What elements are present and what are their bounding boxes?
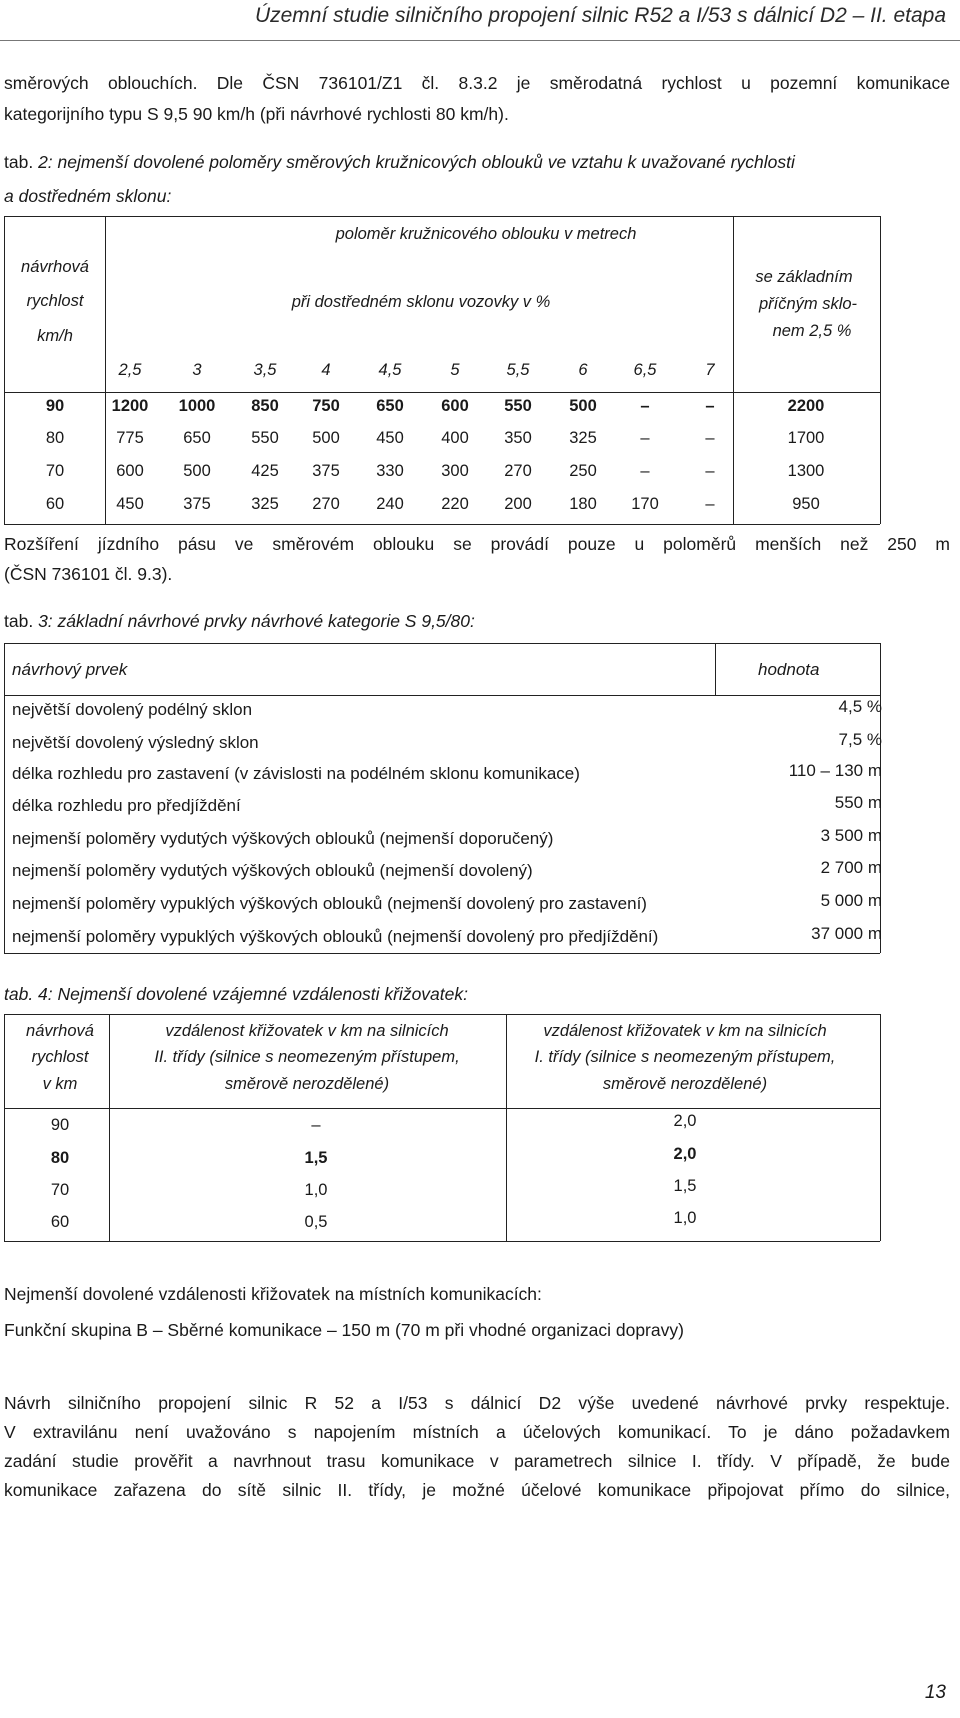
table2-slope-header: 3,5 xyxy=(253,361,277,379)
widening-line-1: Rozšíření jízdního pásu ve směrovém oblouku se provádí pouze u poloměrů menších než 250 m xyxy=(4,534,950,554)
table4-border-bottom xyxy=(4,1241,880,1242)
table4-speed-cell: 70 xyxy=(50,1181,70,1199)
table2-radius-cell: 170 xyxy=(631,495,659,513)
table2-slope-header: 6 xyxy=(578,361,588,379)
running-header: Územní studie silničního propojení silnic R52 a I/53 s dálnicí D2 – II. etapa xyxy=(254,4,946,27)
table2-speed-cell: 70 xyxy=(45,462,65,480)
table4-speed-cell: 60 xyxy=(50,1213,70,1231)
closing-line-4: komunikace zařazena do sítě silnic II. třídy, je možné účelové komunikace připojovat přímo do silnice, xyxy=(4,1480,950,1500)
table2-radius-cell: – xyxy=(640,397,650,415)
table2-slope-header: 5 xyxy=(450,361,460,379)
table2-radius-cell: 180 xyxy=(569,495,597,513)
table2-radius-cell: 600 xyxy=(116,462,144,480)
widening-line-2: (ČSN 736101 čl. 9.3). xyxy=(4,564,173,584)
table3-item-value: 7,5 % xyxy=(838,730,882,749)
table4-head-speed-1: návrhová xyxy=(26,1022,94,1040)
table4-head-class1-1: vzdálenost křižovatek v km na silnicích xyxy=(543,1022,827,1040)
table2-head-basic-2: příčným sklo- xyxy=(758,295,858,313)
table4-head-class1-2: I. třídy (silnice s neomezeným přístupem, xyxy=(534,1048,836,1066)
table3-item-label: nejmenší poloměry vypuklých výškových oblouků (nejmenší dovolený pro předjíždění) xyxy=(12,927,659,946)
closing-line-3: zadání studie prověřit a navrhnout trasu komunikace v parametrech silnice I. třídy. V případě, že bude xyxy=(4,1451,950,1471)
table2-speed-cell: 60 xyxy=(45,495,65,513)
table4-speed-cell: 90 xyxy=(50,1116,70,1134)
table2-slope-header: 3 xyxy=(192,361,202,379)
table2-radius-cell: – xyxy=(640,462,650,480)
table2-radius-cell: – xyxy=(705,462,715,480)
header-rule xyxy=(0,40,960,41)
table2-radius-cell: 750 xyxy=(312,397,340,415)
table3-head-item: návrhový prvek xyxy=(12,660,128,679)
table2-basic-slope-cell: 1300 xyxy=(787,462,825,480)
table4-class2-cell: 1,5 xyxy=(304,1149,328,1167)
table2-radius-cell: 375 xyxy=(312,462,340,480)
table2-radius-cell: 425 xyxy=(251,462,279,480)
table3-item-label: nejmenší poloměry vydutých výškových oblouků (nejmenší dovolený) xyxy=(12,861,533,880)
table2-radius-cell: 450 xyxy=(376,429,404,447)
local-line-2: Funkční skupina B – Sběrné komunikace – 150 m (70 m při vhodné organizaci dopravy) xyxy=(4,1320,684,1340)
table3-item-value: 2 700 m xyxy=(820,858,882,877)
table2-radius-cell: 775 xyxy=(116,429,144,447)
table4-border-left xyxy=(4,1014,5,1241)
table4-speed-cell: 80 xyxy=(50,1149,70,1167)
table2-head-speed-3: km/h xyxy=(37,327,73,345)
table2-basic-slope-cell: 1700 xyxy=(787,429,825,447)
table3-item-value: 110 – 130 m xyxy=(788,761,882,780)
table2-divider-basic xyxy=(733,216,734,524)
table3-caption xyxy=(4,611,475,632)
table4-border-right xyxy=(880,1014,881,1241)
table4-divider-1 xyxy=(109,1014,110,1241)
table2-radius-cell: – xyxy=(705,495,715,513)
table2-radius-cell: 650 xyxy=(183,429,211,447)
table3-divider-header xyxy=(715,643,716,695)
table3-item-label: největší dovolený výsledný sklon xyxy=(12,733,259,752)
table2-head-slope: při dostředném sklonu vozovky v % xyxy=(291,293,551,311)
table4-border-header xyxy=(4,1108,880,1109)
table2-border-bottom xyxy=(4,524,880,525)
table2-radius-cell: 300 xyxy=(441,462,469,480)
local-line-1: Nejmenší dovolené vzdálenosti křižovatek na místních komunikacích: xyxy=(4,1284,542,1304)
table2-border-header xyxy=(4,392,880,393)
table3-item-value: 3 500 m xyxy=(820,826,882,845)
table2-radius-cell: – xyxy=(705,397,715,415)
table2-radius-cell: 500 xyxy=(569,397,597,415)
table4-head-speed-3: v km xyxy=(42,1075,78,1093)
table2-radius-cell: 550 xyxy=(251,429,279,447)
table3-border-top xyxy=(4,643,880,644)
table2-head-radius: poloměr kružnicového oblouku v metrech xyxy=(335,225,637,243)
table2-slope-header: 4,5 xyxy=(378,361,402,379)
table2-head-speed-2: rychlost xyxy=(26,292,84,310)
table2-basic-slope-cell: 950 xyxy=(792,495,820,513)
table4-head-class1-3: směrově nerozdělené) xyxy=(602,1075,768,1093)
table2-radius-cell: 500 xyxy=(312,429,340,447)
table2-head-basic-3: nem 2,5 % xyxy=(772,322,852,340)
table3-item-label: délka rozhledu pro zastavení (v závislosti na podélném sklonu komunikace) xyxy=(12,764,580,783)
table2-radius-cell: 220 xyxy=(441,495,469,513)
table4-head-class2-3: směrově nerozdělené) xyxy=(224,1075,390,1093)
table4-border-top xyxy=(4,1014,880,1015)
table2-caption xyxy=(4,152,795,173)
table4-class2-cell: – xyxy=(311,1116,321,1134)
table2-slope-header: 6,5 xyxy=(633,361,657,379)
table2-slope-header: 4 xyxy=(321,361,331,379)
table2-radius-cell: 250 xyxy=(569,462,597,480)
closing-line-2: V extravilánu není uvažováno s napojením místních a účelových komunikací. To je dáno požadavkem xyxy=(4,1422,950,1442)
table2-radius-cell: 270 xyxy=(312,495,340,513)
table2-radius-cell: 550 xyxy=(504,397,532,415)
intro-line-1: směrových oblouchích. Dle ČSN 736101/Z1 čl. 8.3.2 je směrodatná rychlost u pozemní komunikace xyxy=(4,73,950,93)
table2-radius-cell: 1200 xyxy=(111,397,149,415)
table4-class1-cell: 1,5 xyxy=(673,1177,697,1195)
table2-radius-cell: 350 xyxy=(504,429,532,447)
table3-caption-prefix: tab. xyxy=(4,611,34,631)
table4-class2-cell: 1,0 xyxy=(304,1181,328,1199)
table2-radius-cell: 850 xyxy=(251,397,279,415)
table2-border-left xyxy=(4,216,5,524)
table4-caption: tab. 4: Nejmenší dovolené vzájemné vzdálenosti křižovatek: xyxy=(4,984,468,1004)
table2-basic-slope-cell: 2200 xyxy=(787,397,825,415)
table2-caption-prefix: tab. xyxy=(4,152,34,172)
table2-head-basic-1: se základním xyxy=(755,268,853,286)
table2-divider-speed xyxy=(105,216,106,524)
table4-class1-cell: 1,0 xyxy=(673,1209,697,1227)
table2-caption-line2: a dostředném sklonu: xyxy=(4,186,172,206)
table2-border-right xyxy=(880,216,881,524)
table2-radius-cell: 240 xyxy=(376,495,404,513)
closing-line-1: Návrh silničního propojení silnic R 52 a I/53 s dálnicí D2 výše uvedené návrhové prvky respektuje. xyxy=(4,1393,950,1413)
table4-class2-cell: 0,5 xyxy=(304,1213,328,1231)
table4-head-class2-1: vzdálenost křižovatek v km na silnicích xyxy=(165,1022,449,1040)
table2-radius-cell: 330 xyxy=(376,462,404,480)
table3-item-label: nejmenší poloměry vypuklých výškových oblouků (nejmenší dovolený pro zastavení) xyxy=(12,894,647,913)
table4-divider-2 xyxy=(506,1014,507,1241)
table3-border-bottom xyxy=(4,953,880,954)
table2-radius-cell: – xyxy=(705,429,715,447)
table3-item-value: 4,5 % xyxy=(838,697,882,716)
table3-item-value: 5 000 m xyxy=(820,891,882,910)
table4-class1-cell: 2,0 xyxy=(673,1145,697,1163)
table2-slope-header: 2,5 xyxy=(118,361,142,379)
table2-radius-cell: 450 xyxy=(116,495,144,513)
table2-caption-text: 2: nejmenší dovolené poloměry směrových kružnicových oblouků ve vztahu k uvažované rychlosti xyxy=(33,152,795,172)
table2-radius-cell: 325 xyxy=(251,495,279,513)
table3-border-header xyxy=(4,695,880,696)
table2-radius-cell: 200 xyxy=(504,495,532,513)
table2-speed-cell: 90 xyxy=(45,397,65,415)
table3-item-label: největší dovolený podélný sklon xyxy=(12,700,253,719)
table2-slope-header: 5,5 xyxy=(506,361,530,379)
table4-class1-cell: 2,0 xyxy=(673,1112,697,1130)
table3-head-value: hodnota xyxy=(758,660,820,679)
table2-slope-header: 7 xyxy=(705,361,715,379)
table4-head-class2-2: II. třídy (silnice s neomezeným přístupem, xyxy=(154,1048,460,1066)
table2-radius-cell: 600 xyxy=(441,397,469,415)
table2-radius-cell: 325 xyxy=(569,429,597,447)
table2-radius-cell: – xyxy=(640,429,650,447)
table3-item-label: délka rozhledu pro předjíždění xyxy=(12,796,241,815)
table2-radius-cell: 1000 xyxy=(178,397,216,415)
table4-head-speed-2: rychlost xyxy=(31,1048,89,1066)
table2-head-speed-1: návrhová xyxy=(21,258,89,276)
table3-caption-text: 3: základní návrhové prvky návrhové kategorie S 9,5/80: xyxy=(33,611,475,631)
table2-radius-cell: 500 xyxy=(183,462,211,480)
table2-radius-cell: 400 xyxy=(441,429,469,447)
intro-line-2: kategorijního typu S 9,5 90 km/h (při návrhové rychlosti 80 km/h). xyxy=(4,104,509,124)
page-number: 13 xyxy=(924,1682,946,1703)
table2-radius-cell: 375 xyxy=(183,495,211,513)
table3-item-value: 37 000 m xyxy=(811,924,882,943)
table2-radius-cell: 270 xyxy=(504,462,532,480)
table2-border-top xyxy=(4,216,880,217)
table3-item-value: 550 m xyxy=(834,793,882,812)
table2-speed-cell: 80 xyxy=(45,429,65,447)
table2-radius-cell: 650 xyxy=(376,397,404,415)
table3-item-label: nejmenší poloměry vydutých výškových oblouků (nejmenší doporučený) xyxy=(12,829,554,848)
table3-border-left xyxy=(4,643,5,953)
